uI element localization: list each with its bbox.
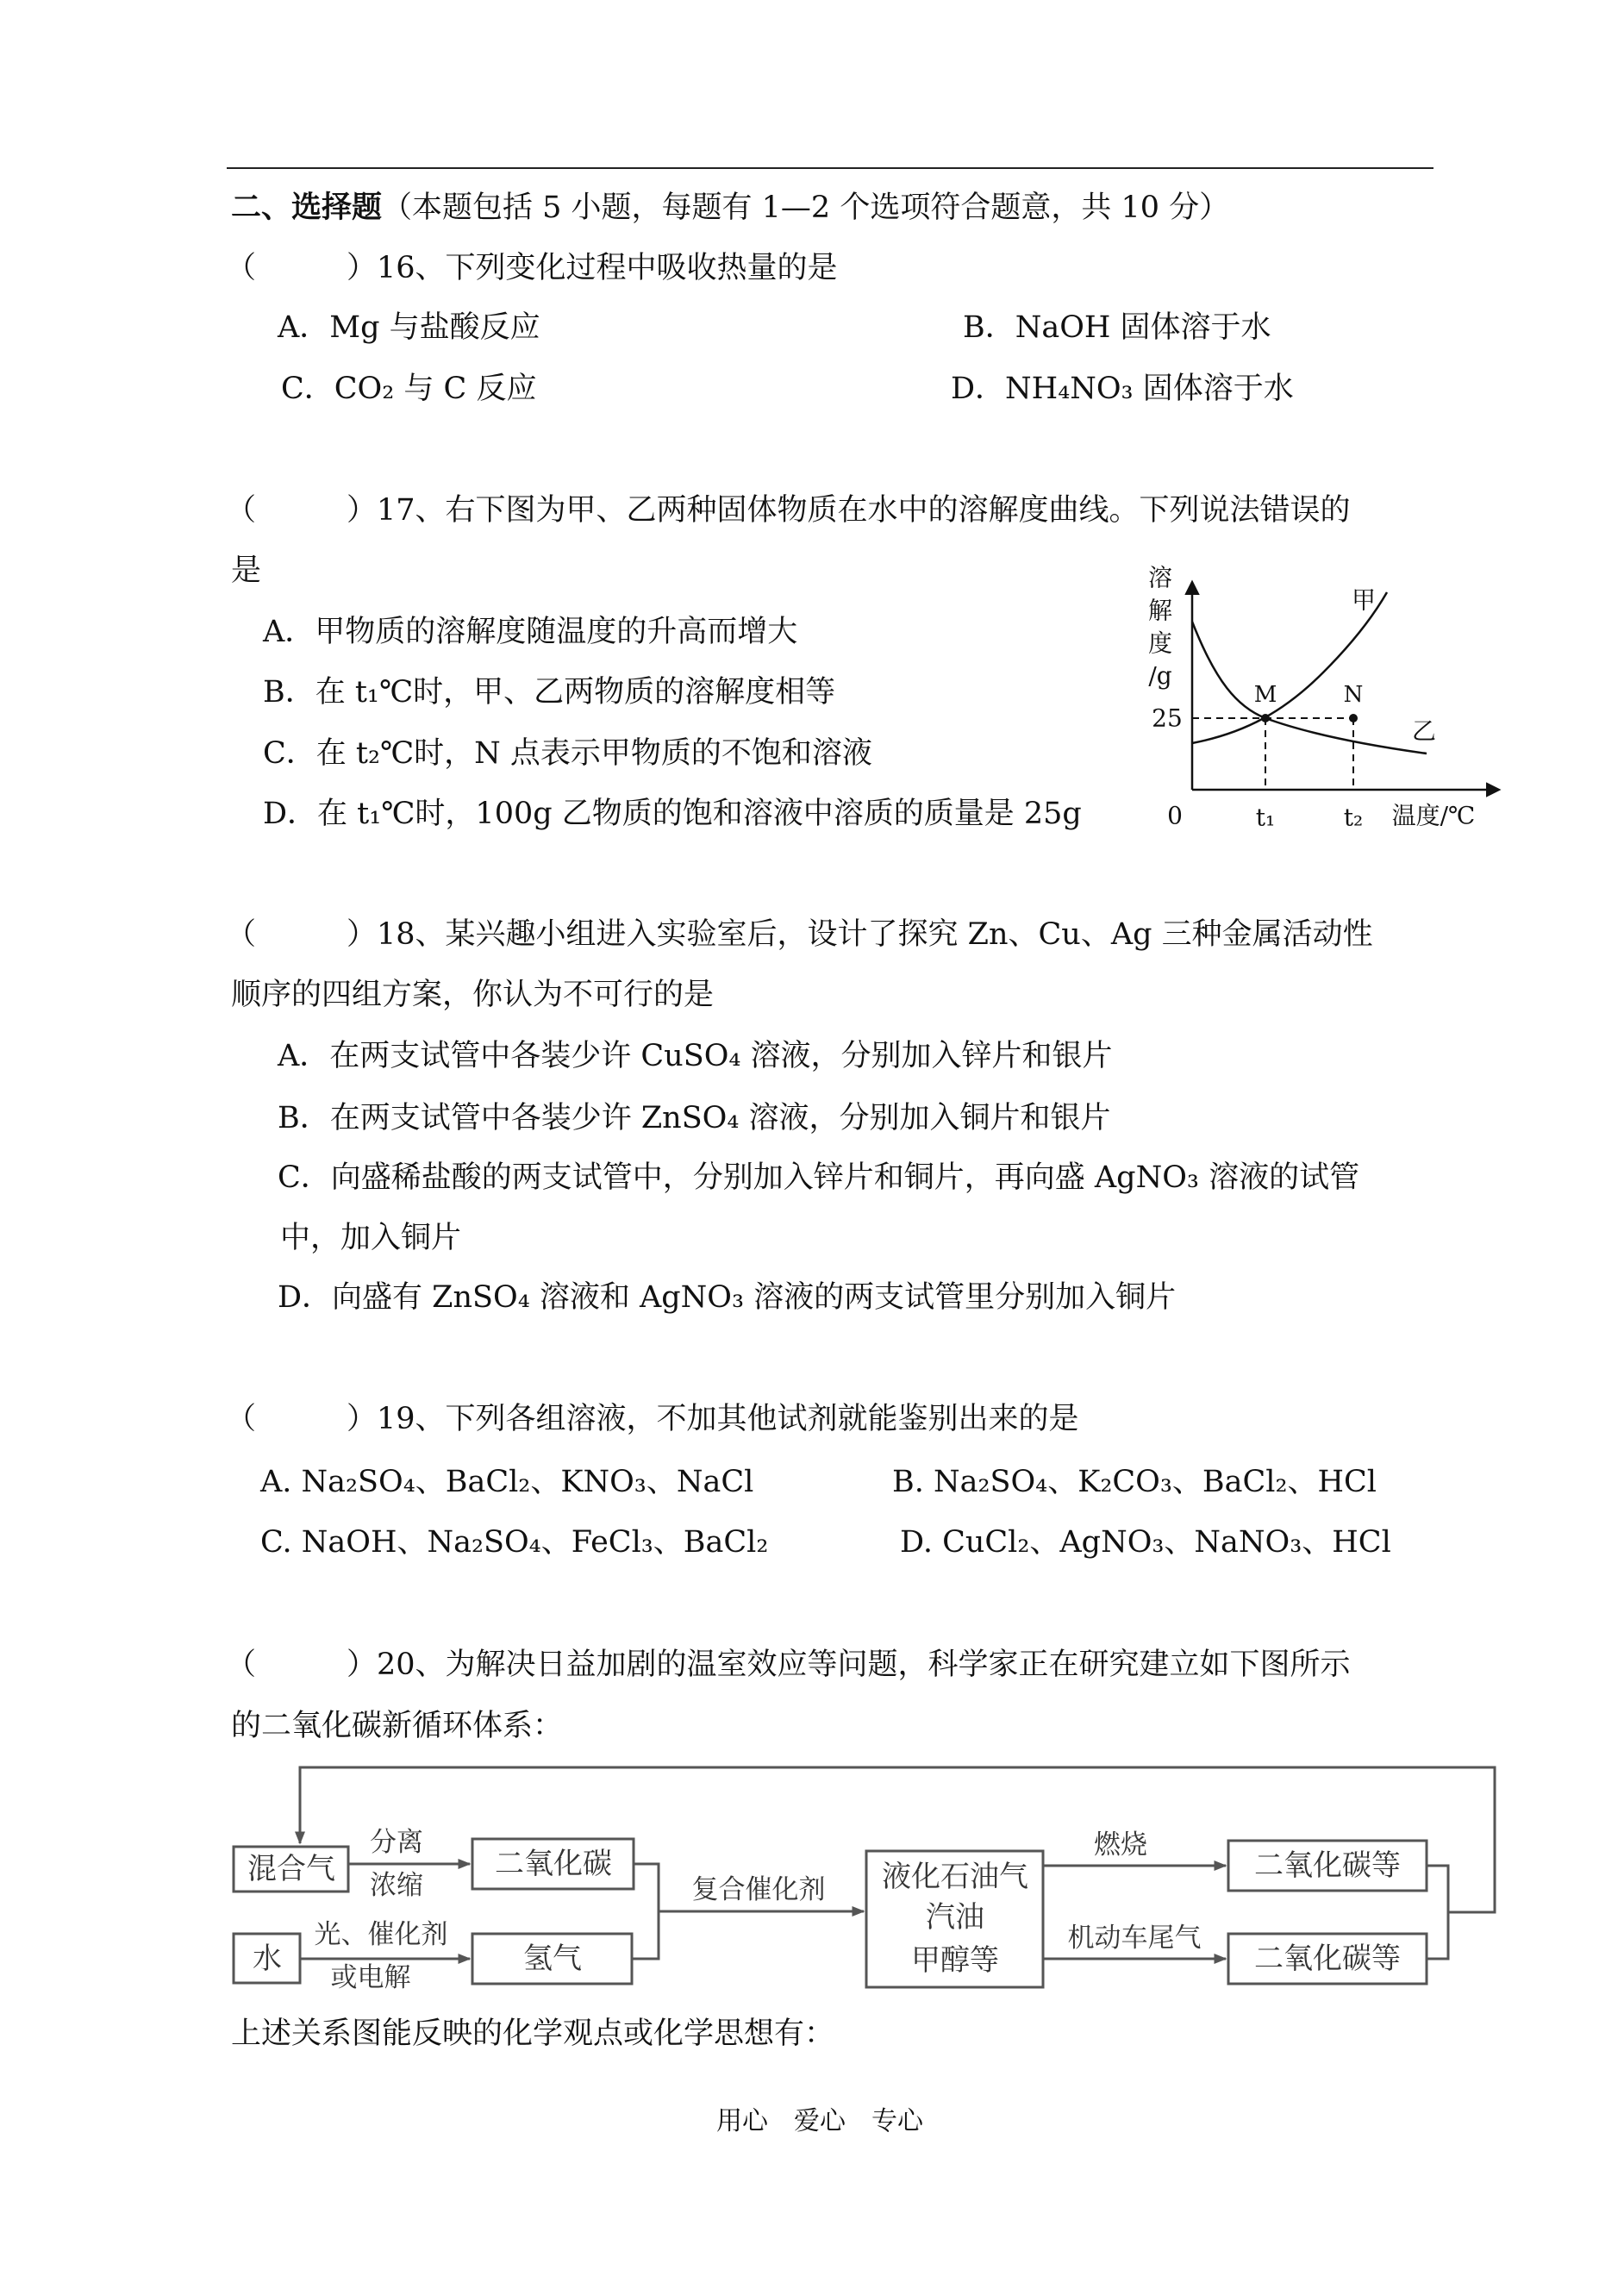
q17-option-a: A．甲物质的溶解度随温度的升高而增大 [263, 615, 798, 649]
y-axis-label-unit: /g [1148, 661, 1172, 691]
section-header [231, 191, 1229, 225]
q16-option-a: A．Mg 与盐酸反应 [278, 310, 540, 345]
q18-option-c-continued: 中，加入铜片 [280, 1221, 462, 1255]
fuel-label-methanol: 甲醇等 [911, 1943, 999, 1978]
y-axis-label-char-2: 解 [1147, 596, 1173, 625]
co2-label: 二氧化碳 [495, 1847, 612, 1881]
hydrogen-label: 氢气 [523, 1942, 582, 1976]
y-axis-label-char-3: 度 [1147, 628, 1173, 658]
q16-option-c: C．CO₂ 与 C 反应 [281, 372, 537, 406]
curve-jia [1192, 592, 1387, 743]
y-axis-label-char-1: 溶 [1147, 563, 1173, 592]
q17-option-b: B．在 t₁℃时，甲、乙两物质的溶解度相等 [263, 675, 836, 710]
q20-conclusion-prompt: 上述关系图能反映的化学观点或化学思想有： [231, 2017, 835, 2051]
q19-option-b: B. Na₂SO₄、K₂CO₃、BaCl₂、HCl [892, 1465, 1377, 1499]
q16-stem: （ ）16、下列变化过程中吸收热量的是 [226, 251, 838, 285]
q20-stem: （ ）20、为解决日益加剧的温室效应等问题，科学家正在研究建立如下图所示 [226, 1648, 1351, 1682]
curve-label-jia: 甲 [1351, 585, 1377, 615]
q17-option-c: C．在 t₂℃时，N 点表示甲物质的不饱和溶液 [263, 736, 872, 771]
q18-stem-continued: 顺序的四组方案，你认为不可行的是 [231, 978, 715, 1012]
q19-option-c: C. NaOH、Na₂SO₄、FeCl₃、BaCl₂ [260, 1525, 769, 1560]
q16-option-b: B．NaOH 固体溶于水 [963, 310, 1271, 345]
electrolysis-label: 或电解 [330, 1962, 411, 1993]
point-n [1349, 714, 1358, 722]
q16-option-d: D．NH₄NO₃ 固体溶于水 [951, 372, 1294, 406]
light-catalyst-label: 光、催化剂 [314, 1919, 448, 1950]
origin-label: 0 [1167, 801, 1183, 830]
water-label: 水 [253, 1942, 282, 1976]
solubility-curve-figure [1138, 552, 1517, 845]
products-bracket [1427, 1866, 1448, 1959]
q19-stem: （ ）19、下列各组溶液，不加其他试剂就能鉴别出来的是 [226, 1402, 1079, 1436]
point-label-m: M [1253, 682, 1277, 708]
concentrate-label: 浓缩 [370, 1870, 423, 1901]
x-tick-t2: t₂ [1343, 803, 1364, 832]
q19-option-d: D. CuCl₂、AgNO₃、NaNO₃、HCl [900, 1525, 1391, 1560]
q17-option-d: D．在 t₁℃时，100g 乙物质的饱和溶液中溶质的质量是 25g [263, 797, 1082, 831]
separate-label: 分离 [370, 1827, 423, 1858]
section-note: （本题包括 5 小题，每题有 1—2 个选项符合题意，共 10 分） [382, 191, 1230, 225]
fuel-label-lpg: 液化石油气 [882, 1860, 1028, 1894]
x-tick-t1: t₁ [1255, 803, 1276, 832]
curve-label-yi: 乙 [1411, 716, 1437, 746]
section-label: 二、选择题 [231, 190, 383, 225]
exhaust-label: 机动车尾气 [1067, 1923, 1202, 1954]
exhaust-products-label: 二氧化碳等 [1254, 1942, 1401, 1976]
q19-option-a: A. Na₂SO₄、BaCl₂、KNO₃、NaCl [260, 1465, 754, 1499]
point-label-n: N [1343, 682, 1364, 708]
page-footer: 用心 爱心 专心 [716, 2106, 923, 2136]
point-m [1261, 714, 1270, 722]
q17-stem: （ ）17、右下图为甲、乙两种固体物质在水中的溶解度曲线。下列说法错误的 [226, 493, 1351, 528]
combustion-label: 燃烧 [1094, 1829, 1147, 1860]
q18-option-a: A．在两支试管中各装少许 CuSO₄ 溶液，分别加入锌片和银片 [278, 1039, 1113, 1073]
reactants-bracket [632, 1864, 659, 1959]
y-tick-25: 25 [1152, 704, 1183, 733]
q18-option-b: B．在两支试管中各装少许 ZnSO₄ 溶液，分别加入铜片和银片 [278, 1101, 1111, 1135]
header-rule [227, 167, 1433, 169]
mixed-gas-label: 混合气 [247, 1852, 335, 1886]
q18-option-d: D．向盛有 ZnSO₄ 溶液和 AgNO₃ 溶液的两支试管里分别加入铜片 [278, 1280, 1177, 1315]
x-axis-label: 温度/℃ [1391, 801, 1476, 830]
q18-stem: （ ）18、某兴趣小组进入实验室后，设计了探究 Zn、Cu、Ag 三种金属活动性 [226, 917, 1373, 952]
q18-option-c: C．向盛稀盐酸的两支试管中，分别加入锌片和铜片，再向盛 AgNO₃ 溶液的试管 [278, 1160, 1360, 1195]
q20-stem-continued: 的二氧化碳新循环体系： [231, 1709, 564, 1743]
combustion-products-label: 二氧化碳等 [1254, 1848, 1401, 1883]
q17-stem-continued: 是 [231, 553, 262, 588]
fuel-label-gasoline: 汽油 [926, 1900, 984, 1935]
composite-catalyst-label: 复合催化剂 [691, 1874, 826, 1905]
co2-cycle-diagram [215, 1750, 1508, 2009]
